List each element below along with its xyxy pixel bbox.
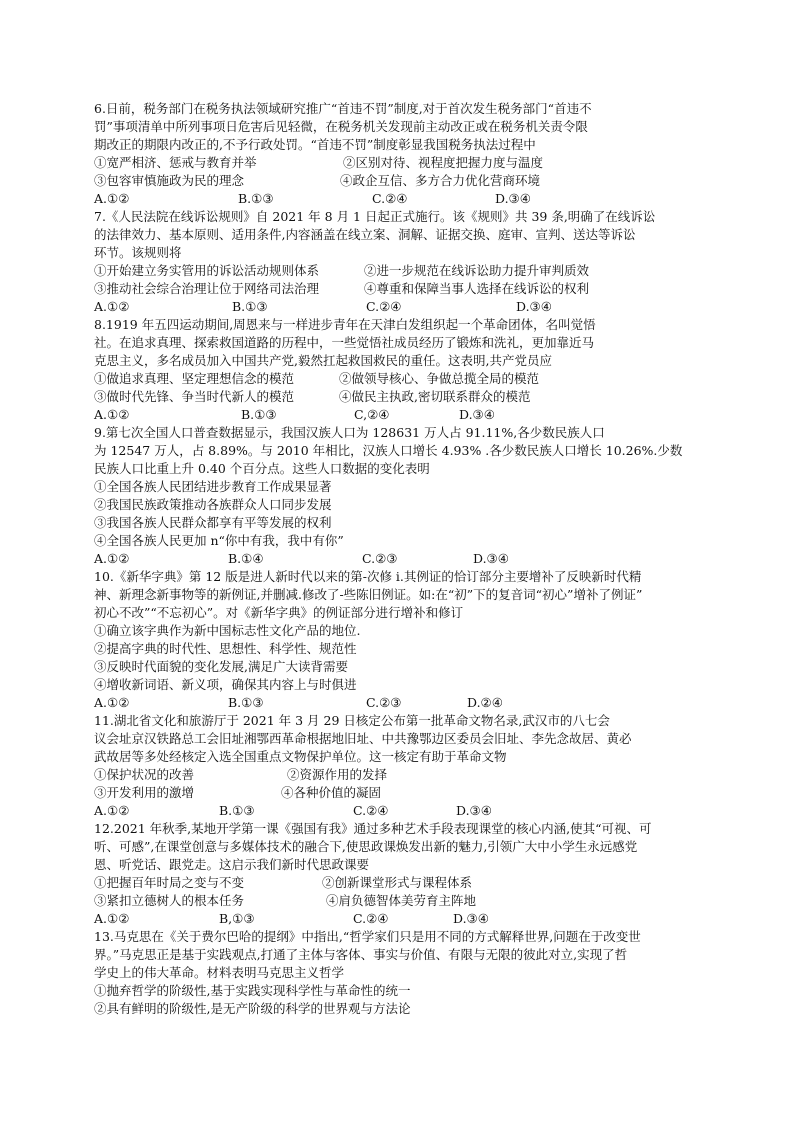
q12-answer-b: B,①③ xyxy=(219,911,255,926)
q13-stem-line-1: 13.马克思在《关于费尔巴哈的提纲》中指出,“哲学家们只是用不同的方式解释世界,问题在于改变世 xyxy=(94,929,641,944)
q10-item-1: ①确立该字典作为新中国标志性文化产品的地位. xyxy=(94,623,361,638)
q12-item-3: ③紧扣立德树人的根本任务 xyxy=(94,893,245,908)
q6-answer-d: D.③④ xyxy=(495,191,531,206)
q6-item-2: ②区别对待、视程度把握力度与温度 xyxy=(343,155,544,170)
q6-item-4: ④政企互信、多方合力优化营商环境 xyxy=(340,173,541,188)
q11-item-2: ②资源作用的发择 xyxy=(287,767,388,782)
q8-item-2: ②做领导核心、争做总揽全局的模范 xyxy=(339,371,540,386)
q8-answer-b: B.①③ xyxy=(241,407,277,422)
q7-stem-line-3: 环节。该规则将 xyxy=(94,245,182,260)
q8-item-3: ③做时代先锋、争当时代新人的模范 xyxy=(94,389,295,404)
q8-stem-line-2: 社。在追求真理、探索救国道路的历程中，一些觉悟社成员经历了锻炼和洗礼，更加靠近马 xyxy=(94,335,595,350)
q7-stem-line-2: 的法律效力、基本原则、适用条件,内容涵盖在线立案、洞解、证据交换、庭审、宣判、送达等诉讼 xyxy=(94,227,636,242)
q12-stem-line-1: 12.2021 年秋季,某地开学第一课《强国有我》通过多种艺术手段表现课堂的核心内涵,使其“可视、可 xyxy=(94,821,652,836)
q9-stem-line-1: 9.第七次全国人口普查数据显示，我国汉族人口为 128631 万人占 91.11%,各少数民族人口 xyxy=(94,425,605,440)
q10-stem-line-3: 初心不改”“不忘初心”。对《新华字典》的例证部分进行增补和修订 xyxy=(94,605,464,620)
q6-answer-a: A.①② xyxy=(94,191,130,206)
q13-stem-line-2: 界。”马克思正是基于实践观点,打通了主体与客体、事实与价值、有限与无限的彼此对立,实现了哲 xyxy=(94,947,628,962)
q13-stem-line-3: 学史上的伟大革命。材料表明马克思主义哲学 xyxy=(94,965,345,980)
q9-answer-d: D.③④ xyxy=(473,551,509,566)
q9-answer-c: C.②③ xyxy=(362,551,398,566)
q7-answer-c: C.②④ xyxy=(366,299,402,314)
q10-item-4: ④增收新词语、新义项，确保其内容上与时俱进 xyxy=(94,677,357,692)
q8-stem-line-1: 8.1919 年五四运动期间,周恩来与一样进步青年在天津白发组织起一个革命团体，名叫觉悟 xyxy=(94,317,596,332)
q11-answer-b: B.①③ xyxy=(219,803,255,818)
q12-item-1: ①把握百年时局之变与不变 xyxy=(94,875,245,890)
q8-answer-d: D.③④ xyxy=(459,407,495,422)
q10-stem-line-1: 10.《新华字典》第 12 版是进人新时代以来的第-次修 i.其例证的恰订部分主要增补了反映新时代精 xyxy=(94,569,642,584)
q6-item-3: ③包容审慎施政为民的理念 xyxy=(94,173,245,188)
q7-item-3: ③推动社会综合治理让位于网络司法治理 xyxy=(94,281,320,296)
q8-answer-c: C,②④ xyxy=(354,407,390,422)
q8-stem-line-3: 克思主义，多名成员加入中国共产党,毅然扛起救国救民的重任。这表明,共产党员应 xyxy=(94,353,552,368)
q11-item-4: ④各种价值的凝固 xyxy=(281,785,382,800)
q11-answer-a: A.①② xyxy=(94,803,130,818)
q13-item-2: ②具有鲜明的阶级性,是无产阶级的科学的世界观与方法论 xyxy=(94,1001,411,1016)
q10-answer-d: D.②④ xyxy=(467,695,503,710)
q10-answer-b: B.①③ xyxy=(228,695,264,710)
q10-stem-line-2: 神、新理念新事物等的新例证,并删减.修改了-些陈旧例证。如:在“初”下的复音词“初心”增补了例证” xyxy=(94,587,643,602)
q12-item-2: ②创新课堂形式与课程体系 xyxy=(322,875,473,890)
q6-stem-line-2: 罚”事项清单中所列事项日危害后见轻微，在税务机关发现前主动改正或在税务机关责令限 xyxy=(94,119,588,134)
q7-stem-line-1: 7.《人民法院在线诉讼规则》自 2021 年 8 月 1 日起正式施行。该《规则》共 39 条,明确了在线诉讼 xyxy=(94,209,656,224)
q7-answer-d: D.③④ xyxy=(516,299,552,314)
q12-stem-line-3: 恩、听党话、跟党走。这启示我们新时代思政课要 xyxy=(94,857,370,872)
q9-item-4: ④全国各族人民更加 n“你中有我，我中有你” xyxy=(94,533,344,548)
q10-item-3: ③反映时代面貌的变化发展,满足广大读背需要 xyxy=(94,659,348,674)
q10-answer-a: A.①② xyxy=(94,695,130,710)
q6-stem-line-3: 期改正的期限内改正的,不予行政处罚。“首违不罚”制度彰显我国税务执法过程中 xyxy=(94,137,536,152)
q11-answer-c: C.②④ xyxy=(353,803,389,818)
q12-answer-d: D.③④ xyxy=(453,911,489,926)
q11-stem-line-1: 11.湖北省文化和旅游厅于 2021 年 3 月 29 日核定公布第一批革命文物名录,武汉市的八七会 xyxy=(94,713,610,728)
q11-answer-d: D.③④ xyxy=(456,803,492,818)
q6-stem-line-1: 6.日前，税务部门在税务执法领域研究推广“首违不罚”制度,对于首次发生税务部门“首违不 xyxy=(94,101,592,116)
q6-item-1: ①宽严相济、惩戒与教育并举 xyxy=(94,155,257,170)
q10-answer-c: C.②③ xyxy=(366,695,402,710)
q9-answer-b: B.①④ xyxy=(228,551,264,566)
q11-item-1: ①保护状况的改善 xyxy=(94,767,195,782)
q7-item-2: ②进一步规范在线诉讼助力提升审判质效 xyxy=(364,263,590,278)
q9-stem-line-2: 为 12547 万人，占 8.89%。与 2010 年相比，汉族人口增长 4.93% .各少数民族人口增长 10.26%.少数 xyxy=(94,443,683,458)
q11-stem-line-2: 议会址京汉铁路总工会旧址湘鄂西革命根据地旧址、中共豫鄂边区委员会旧址、李先念故居、黄必 xyxy=(94,731,632,746)
q7-item-4: ④尊重和保障当事人选择在线诉讼的权利 xyxy=(364,281,590,296)
q13-item-1: ①抛弃哲学的阶级性,基于实践实现科学性与革命性的统一 xyxy=(94,983,411,998)
q11-item-3: ③开发利用的激增 xyxy=(94,785,195,800)
q11-stem-line-3: 武故居等多处经核定入选全国重点文物保护单位。这一核定有助于革命文物 xyxy=(94,749,507,764)
q12-stem-line-2: 听、可感”,在课堂创意与多媒体技术的融合下,使思政课焕发出新的魅力,引领广大中小学生永远感党 xyxy=(94,839,638,854)
q12-item-4: ④肩负德智体美劳育主阵地 xyxy=(326,893,477,908)
q7-item-1: ①开始建立务实管用的诉讼活动规则体系 xyxy=(94,263,320,278)
q9-item-2: ②我国民族政策推动各族群众人口同步发展 xyxy=(94,497,332,512)
q7-answer-a: A.①② xyxy=(94,299,130,314)
q9-stem-line-3: 民族人口比重上升 0.40 个百分点。这些人口数据的变化表明 xyxy=(94,461,430,476)
q9-item-3: ③我国各族人民群众都享有平等发展的权利 xyxy=(94,515,332,530)
q10-item-2: ②提高字典的时代性、思想性、科学性、规范性 xyxy=(94,641,357,656)
q12-answer-a: A.①② xyxy=(94,911,130,926)
q6-answer-c: C.②④ xyxy=(372,191,408,206)
q8-item-4: ④做民主执政,密切联系群众的模范 xyxy=(339,389,531,404)
q9-answer-a: A.①② xyxy=(94,551,130,566)
q6-answer-b: B.①③ xyxy=(238,191,274,206)
q8-item-1: ①做追求真理、坚定理想信念的模范 xyxy=(94,371,295,386)
q12-answer-c: C.②④ xyxy=(353,911,389,926)
q7-answer-b: B.①③ xyxy=(232,299,268,314)
q9-item-1: ①全国各族人民团结进步教育工作成果显著 xyxy=(94,479,332,494)
q8-answer-a: A.①② xyxy=(94,407,130,422)
